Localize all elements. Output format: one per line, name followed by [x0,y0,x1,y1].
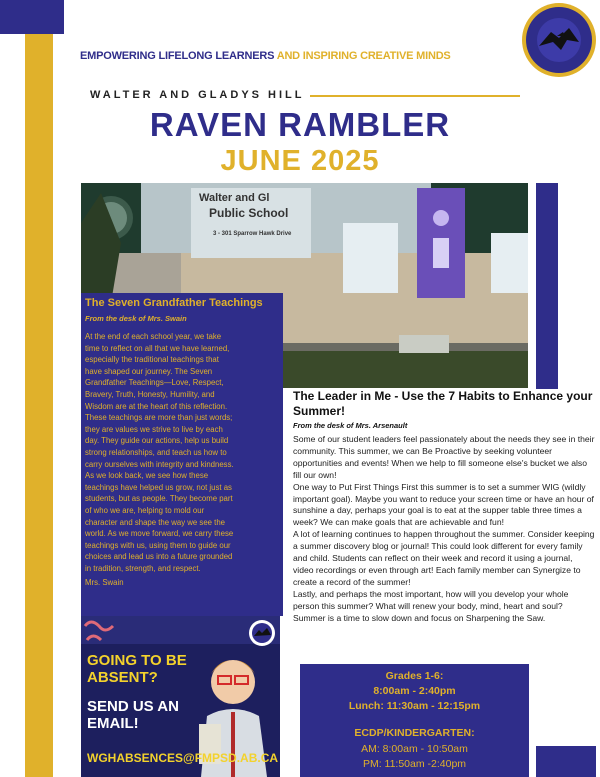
absence-question [87,652,187,686]
absence-line: SEND US AN [87,698,179,715]
teachings-byline: From the desk of Mrs. Swain [85,314,187,323]
leader-article-body [293,434,595,625]
absence-call-to-action [87,698,179,732]
absence-line: GOING TO BE [87,652,187,669]
svg-text:3 - 301 Sparrow Hawk Drive: 3 - 301 Sparrow Hawk Drive [213,231,292,237]
lunch-hours: Lunch: 11:30am - 12:15pm [348,700,481,712]
absence-line: ABSENT? [87,669,158,686]
bottom-accent-block [536,746,596,777]
absence-line: EMAIL! [87,715,139,732]
leader-paragraph: Some of our student leaders feel passionately about the needs they see in their community. This summer, we can Be Proactive by seeking volunteer opportunities and events! When we help to fill someone else's bucket we also fill our own! [293,434,595,480]
ecdp-label: ECDP/KINDERGARTEN: [354,727,475,739]
teachings-body: At the end of each school year, we take time to reflect on all that we have learned, especially the traditional teachings that have shaped our journey. The Seven Grandfather Teachings—Love, Respect, Bravery, Truth, Honesty, Humility, and Wisdom are at the heart of this reflection. These teachings are more than just words; they are values we strive to live by each day. They guide our actions, help us build strong relationships, and teach us how to carry ourselves with integrity and kindness. As we look back, we see how these teachings have helped us grow, not just as students, but as people. They become part of who we are, helping to mold our character and shape the way we see the world. As we move forward, we carry these teachings with us, using them to guide our choices and lead us into a future grounded in tradition, strength, and respect. [85,332,234,573]
leader-article-title: The Leader in Me - Use the 7 Habits to Enhance your Summer! [293,389,593,418]
school-crest-logo [521,2,597,78]
grades-label: Grades 1-6: [385,670,444,682]
leader-paragraph: A lot of learning continues to happen throughout the summer. Consider keeping a summer discovery blog or journal! This could look different for every family and child. Students can reflect on their week and record it using a journal, video recordings or even through art! Each family member can Synergize to create a record of the summer! [293,529,595,587]
leader-paragraph: Lastly, and perhaps the most important, how will you develop your whole person this summer? What will renew your body, mind, heart and soul? Summer is a time to slow down and focus on Sharpening the Saw. [293,588,569,623]
newsletter-title: RAVEN RAMBLER [149,106,451,143]
teachings-title: The Seven Grandfather Teachings [85,297,263,309]
right-accent-bar [536,183,558,389]
teachings-signature: Mrs. Swain [85,578,124,587]
school-name: WALTER AND GLADYS HILL [90,89,305,101]
leader-article-byline: From the desk of Mrs. Arsenault [293,421,408,430]
header-divider [310,95,520,97]
tagline [80,50,451,62]
issue-date: JUNE 2025 [220,145,380,177]
svg-text:Walter and Gl: Walter and Gl [199,192,270,204]
tagline-accent: AND INSPIRING CREATIVE MINDS [274,50,451,62]
ecdp-am-hours: AM: 8:00am - 10:50am [361,743,468,755]
ecdp-pm-hours: PM: 11:50am -2:40pm [362,758,467,770]
top-accent-block [0,0,64,34]
absence-email[interactable]: WGHABSENCES@FMPSD.AB.CA [87,751,279,765]
grades-hours: 8:00am - 2:40pm [373,685,456,697]
tagline-main: EMPOWERING LIFELONG LEARNERS [80,50,275,62]
svg-text:Public School: Public School [209,206,289,220]
leader-paragraph: One way to Put First Things First this summer is to set a summer WIG (wildly important goal). Maybe you want to reduce your screen time or have an hour of sunshine a day, perhaps your goal is to eat at the supper table three times a week? We can make goals that are achievable and fun! [293,481,594,528]
absence-reporting-graphic [81,616,280,777]
